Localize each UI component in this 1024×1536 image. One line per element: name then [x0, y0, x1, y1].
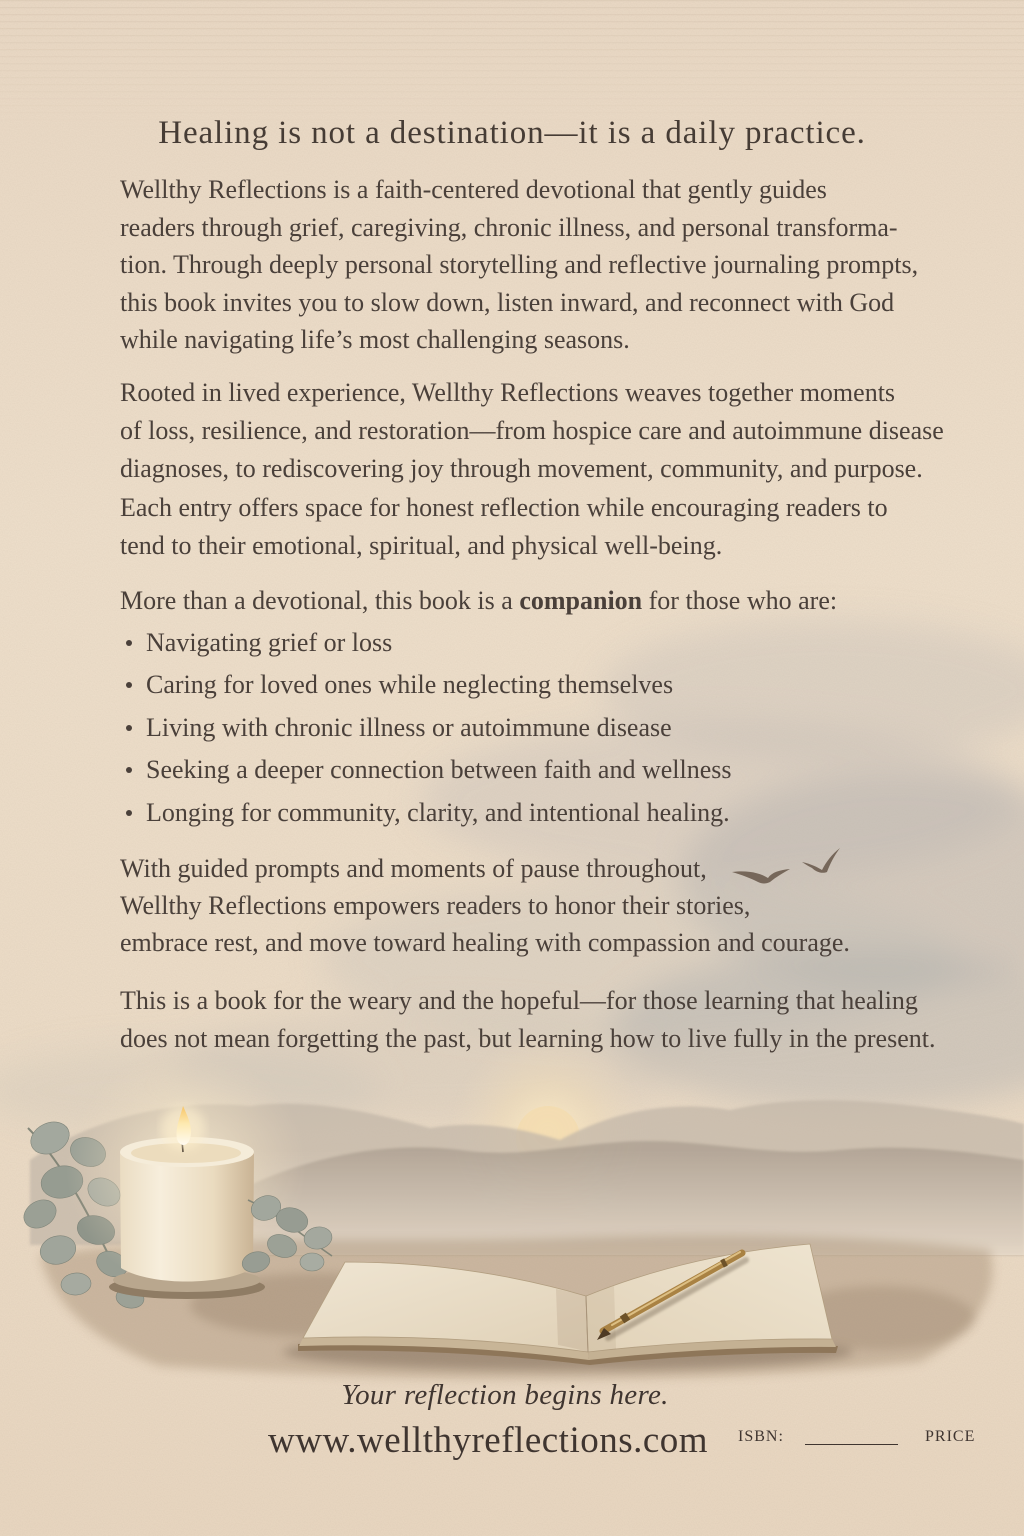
intro-line: Wellthy Reflections is a faith-centered devotional that gently guides: [120, 175, 827, 204]
story-line: diagnoses, to rediscovering joy through movement, community, and purpose.: [120, 454, 923, 484]
intro-line: while navigating life’s most challenging seasons.: [120, 325, 630, 354]
bullet-icon: [126, 682, 132, 688]
list-item-text: Caring for loved ones while neglecting themselves: [146, 670, 674, 700]
closing-paragraph: [120, 982, 935, 1058]
audience-list: [120, 622, 732, 834]
invitation-paragraph: [120, 850, 850, 961]
story-line: tend to their emotional, spiritual, and physical well-being.: [120, 530, 723, 560]
tagline: Your reflection begins here.: [341, 1379, 669, 1411]
bullet-icon: [126, 810, 132, 816]
website-url: www.wellthyreflections.com: [268, 1420, 709, 1461]
list-item-text: Longing for community, clarity, and intentional healing.: [146, 797, 730, 827]
list-item: [120, 622, 732, 664]
isbn-blank-line: [805, 1444, 898, 1445]
bullet-icon: [126, 640, 132, 646]
bullet-icon: [126, 725, 132, 731]
companion-emphasis: companion: [519, 586, 643, 615]
isbn-label: ISBN:: [738, 1428, 784, 1445]
list-item-text: Navigating grief or loss: [146, 628, 393, 657]
intro-line: tion. Through deeply personal storytelling and reflective journaling prompts,: [120, 250, 919, 279]
price-label: PRICE: [925, 1428, 976, 1445]
companion-text-before: More than a devotional, this book is a: [120, 586, 520, 615]
intro-paragraph: [120, 171, 918, 359]
list-item: [120, 664, 732, 706]
list-item: [120, 792, 732, 834]
intro-line: this book invites you to slow down, listen inward, and reconnect with God: [120, 287, 895, 317]
story-line: of loss, resilience, and restoration—from hospice care and autoimmune disease: [120, 416, 944, 446]
list-item-text: Seeking a deeper connection between faith and wellness: [146, 755, 732, 785]
story-paragraph: [120, 374, 944, 565]
invitation-line: Wellthy Reflections empowers readers to honor their stories,: [120, 891, 751, 920]
list-item: [120, 749, 732, 791]
list-item: [120, 707, 732, 749]
closing-line: does not mean forgetting the past, but learning how to live fully in the present.: [120, 1024, 936, 1053]
closing-line: This is a book for the weary and the hopeful—for those learning that healing: [120, 986, 918, 1015]
headline: Healing is not a destination—it is a daily practice.: [158, 115, 866, 151]
companion-text-after: for those who are:: [642, 586, 838, 615]
companion-line: [120, 582, 837, 620]
invitation-line: With guided prompts and moments of pause throughout,: [120, 854, 707, 883]
bullet-icon: [126, 767, 132, 773]
story-line: Rooted in lived experience, Wellthy Reflections weaves together moments: [120, 378, 896, 407]
invitation-line: embrace rest, and move toward healing with compassion and courage.: [120, 928, 850, 957]
list-item-text: Living with chronic illness or autoimmune disease: [146, 712, 672, 742]
story-line: Each entry offers space for honest reflection while encouraging readers to: [120, 492, 888, 522]
intro-line: readers through grief, caregiving, chronic illness, and personal transforma-: [120, 212, 898, 242]
